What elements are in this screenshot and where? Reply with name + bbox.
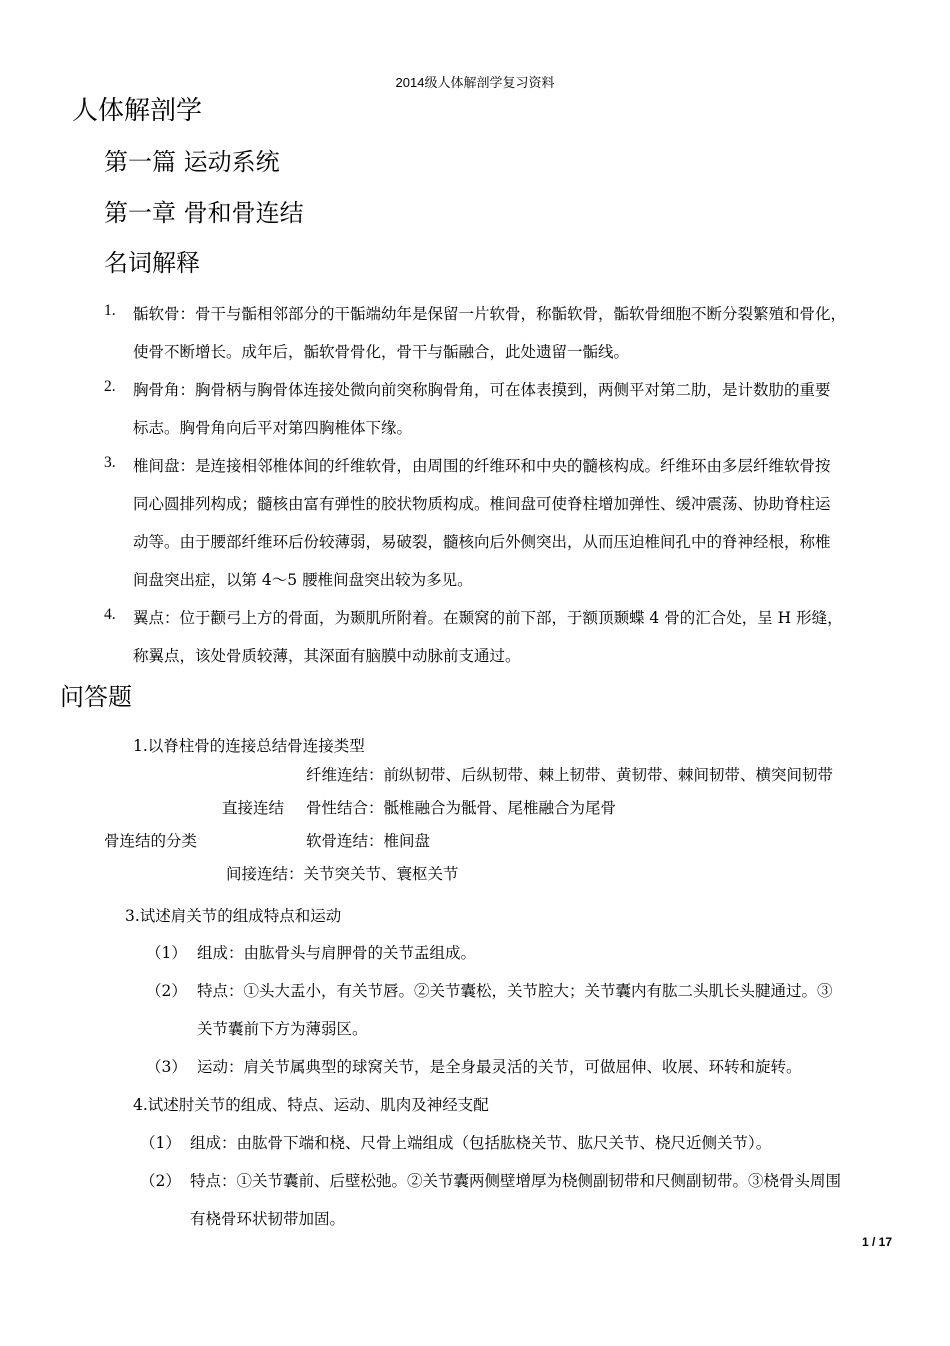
terms-heading: 名词解释: [104, 249, 200, 277]
term-text: 同心圆排列构成；髓核由富有弹性的胶状物质构成。椎间盘可使脊柱增加弹性、缓冲震荡、协助脊柱运: [133, 495, 831, 513]
part-heading: 第一篇 运动系统: [104, 148, 280, 176]
term-text: 间盘突出症，以第 4～5 腰椎间盘突出较为多见。: [133, 571, 473, 589]
term-text: 骺软骨：骨干与骺相邻部分的干骺端幼年是保留一片软骨，称骺软骨，骺软骨细胞不断分裂繁殖和骨化，: [133, 305, 847, 323]
classification-bony: 骨性结合：骶椎融合为骶骨、尾椎融合为尾骨: [306, 799, 617, 817]
page-header: 2014级人体解剖学复习资料: [395, 75, 555, 90]
classification-direct: 直接连结: [222, 799, 285, 817]
answer-text: 有桡骨环状韧带加固。: [190, 1210, 346, 1228]
answer-text: 关节囊前下方为薄弱区。: [197, 1020, 368, 1038]
answer-number: （1）: [146, 944, 187, 962]
question-title: 4.试述肘关节的组成、特点、运动、肌肉及神经支配: [133, 1096, 489, 1114]
term-text: 胸骨角：胸骨柄与胸骨体连接处微向前突称胸骨角，可在体表摸到，两侧平对第二肋，是计数肋的重要: [133, 381, 831, 399]
term-text: 椎间盘：是连接相邻椎体间的纤维软骨，由周围的纤维环和中央的髓核构成。纤维环由多层纤维软骨按: [133, 457, 831, 475]
answer-text: 特点：①关节囊前、后壁松弛。②关节囊两侧壁增厚为桡侧副韧带和尺侧副韧带。③桡骨头周围: [190, 1172, 842, 1190]
question-title: 3.试述肩关节的组成特点和运动: [125, 907, 342, 925]
classification-indirect: 间接连结：关节突关节、寰枢关节: [226, 865, 459, 883]
qa-heading: 问答题: [60, 683, 132, 711]
classification-cartilage: 软骨连结：椎间盘: [306, 832, 431, 850]
answer-text: 运动：肩关节属典型的球窝关节，是全身最灵活的关节，可做屈伸、收展、环转和旋转。: [197, 1058, 802, 1076]
term-text: 使骨不断增长。成年后，骺软骨骨化，骨干与骺融合，此处遗留一骺线。: [133, 343, 630, 361]
answer-number: （2）: [146, 982, 187, 1000]
term-text: 称翼点，该处骨质较薄，其深面有脑膜中动脉前支通过。: [133, 647, 521, 665]
term-text: 标志。胸骨角向后平对第四胸椎体下缘。: [133, 419, 413, 437]
term-text: 翼点：位于颧弓上方的骨面，为颞肌所附着。在颞窝的前下部，于额顶颞蝶 4 骨的汇合处，呈 H 形缝，: [133, 609, 843, 627]
answer-text: 组成：由肱骨头与肩胛骨的关节盂组成。: [197, 944, 477, 962]
document-title: 人体解剖学: [72, 96, 203, 126]
term-number: 1.: [104, 302, 116, 319]
term-number: 4.: [104, 606, 116, 623]
classification-root: 骨连结的分类: [104, 832, 198, 850]
classification-fiber: 纤维连结：前纵韧带、后纵韧带、棘上韧带、黄韧带、棘间韧带、横突间韧带: [306, 766, 834, 784]
answer-number: （3）: [146, 1058, 187, 1076]
chapter-heading: 第一章 骨和骨连结: [104, 199, 304, 227]
answer-number: （1）: [140, 1134, 181, 1152]
page-number: 1 / 17: [861, 1235, 892, 1249]
term-number: 2.: [104, 378, 116, 395]
answer-number: （2）: [140, 1172, 181, 1190]
term-number: 3.: [104, 454, 116, 471]
question-title: 1.以脊柱骨的连接总结骨连接类型: [133, 737, 365, 755]
term-text: 动等。由于腰部纤维环后份较薄弱，易破裂，髓核向后外侧突出，从而压迫椎间孔中的脊神经根，称椎: [133, 533, 831, 551]
answer-text: 组成：由肱骨下端和桡、尺骨上端组成（包括肱桡关节、肱尺关节、桡尺近侧关节）。: [190, 1134, 772, 1152]
answer-text: 特点：①头大盂小，有关节唇。②关节囊松，关节腔大；关节囊内有肱二头肌长头腱通过。③: [197, 982, 833, 1000]
